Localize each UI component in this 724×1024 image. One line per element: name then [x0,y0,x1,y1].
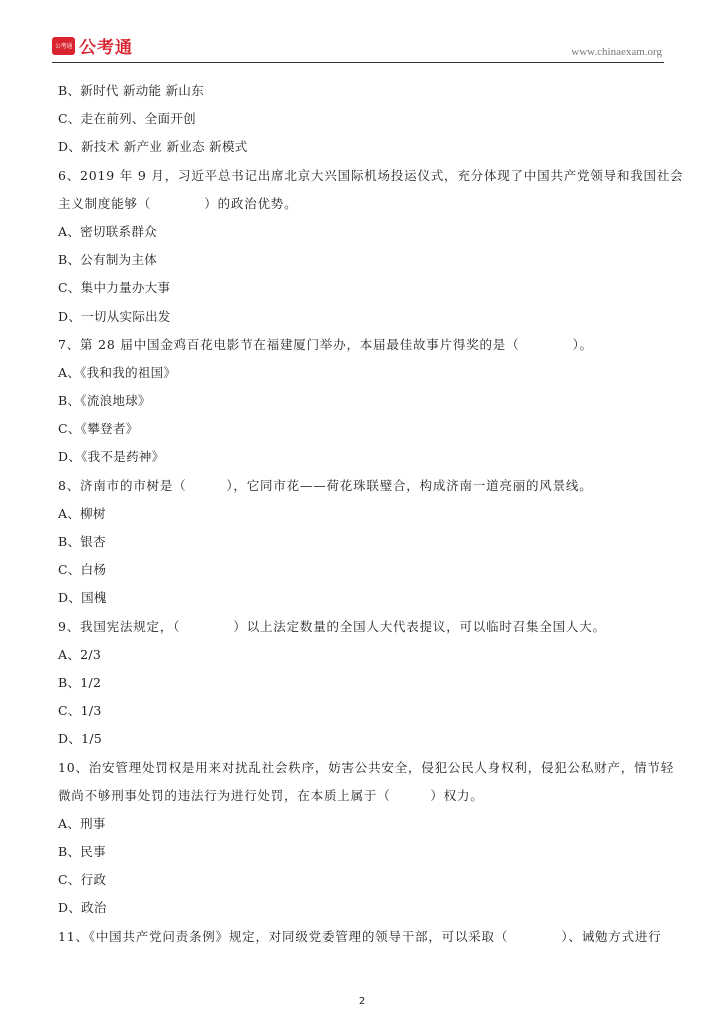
header-divider [52,62,664,63]
option-line: B、1/2 [58,674,102,690]
option-line: A、《我和我的祖国》 [58,364,177,380]
option-line: C、1/3 [58,703,102,719]
option-line: D、《我不是药神》 [58,449,165,465]
option-line: A、柳树 [58,505,106,521]
question-10-line-1: 10、治安管理处罚权是用来对扰乱社会秩序，妨害公共安全，侵犯公民人身权利，侵犯公私财产，情节轻 [58,759,675,775]
page-number: 2 [358,996,366,1007]
option-line: B、民事 [58,844,106,860]
document-body [58,77,684,951]
logo-text: 公考通 [79,38,133,58]
question-11-line-1: 11、《中国共产党问责条例》规定，对同级党委管理的领导干部，可以采取（ ）、诫勉方式进行 [58,928,662,944]
logo [52,33,133,58]
option-line: B、《流浪地球》 [58,393,151,409]
option-line: B、公有制为主体 [58,252,158,268]
option-line: A、2/3 [58,646,102,662]
option-line: C、集中力量办大事 [58,280,171,296]
option-line: D、一切从实际出发 [58,308,171,324]
option-line: A、密切联系群众 [58,223,157,239]
option-line: C、白杨 [58,562,107,578]
option-line: D、国槐 [58,590,107,606]
question-9: 9、我国宪法规定，（ ）以上法定数量的全国人大代表提议，可以临时召集全国人大。 [58,618,606,634]
page-header [0,0,724,64]
logo-badge: 公考通 [52,37,75,55]
question-10-line-2: 微尚不够刑事处罚的违法行为进行处罚，在本质上属于（ ）权力。 [58,787,484,803]
option-line: D、新技术 新产业 新业态 新模式 [58,139,248,155]
option-line: B、新时代 新动能 新山东 [58,83,205,98]
option-line: C、行政 [58,872,107,888]
option-line: A、刑事 [58,815,106,831]
option-line: D、政治 [58,900,107,916]
option-line: B、银杏 [58,534,106,549]
question-7: 7、第 28 届中国金鸡百花电影节在福建厦门举办，本届最佳故事片得奖的是（ ）。 [58,336,593,352]
question-6-line-1: 6、2019 年 9 月，习近平总书记出席北京大兴国际机场投运仪式，充分体现了中国共产党领导和我国社会 [58,167,684,183]
question-8: 8、济南市的市树是（ ），它同市花——荷花珠联璧合，构成济南一道亮丽的风景线。 [58,477,593,493]
option-line: C、《攀登者》 [58,421,139,437]
option-line: D、1/5 [58,731,103,747]
question-6-line-2: 主义制度能够（ ）的政治优势。 [58,195,298,211]
site-url: www.chinaexam.org [571,46,662,58]
option-line: C、走在前列、全面开创 [58,111,196,127]
